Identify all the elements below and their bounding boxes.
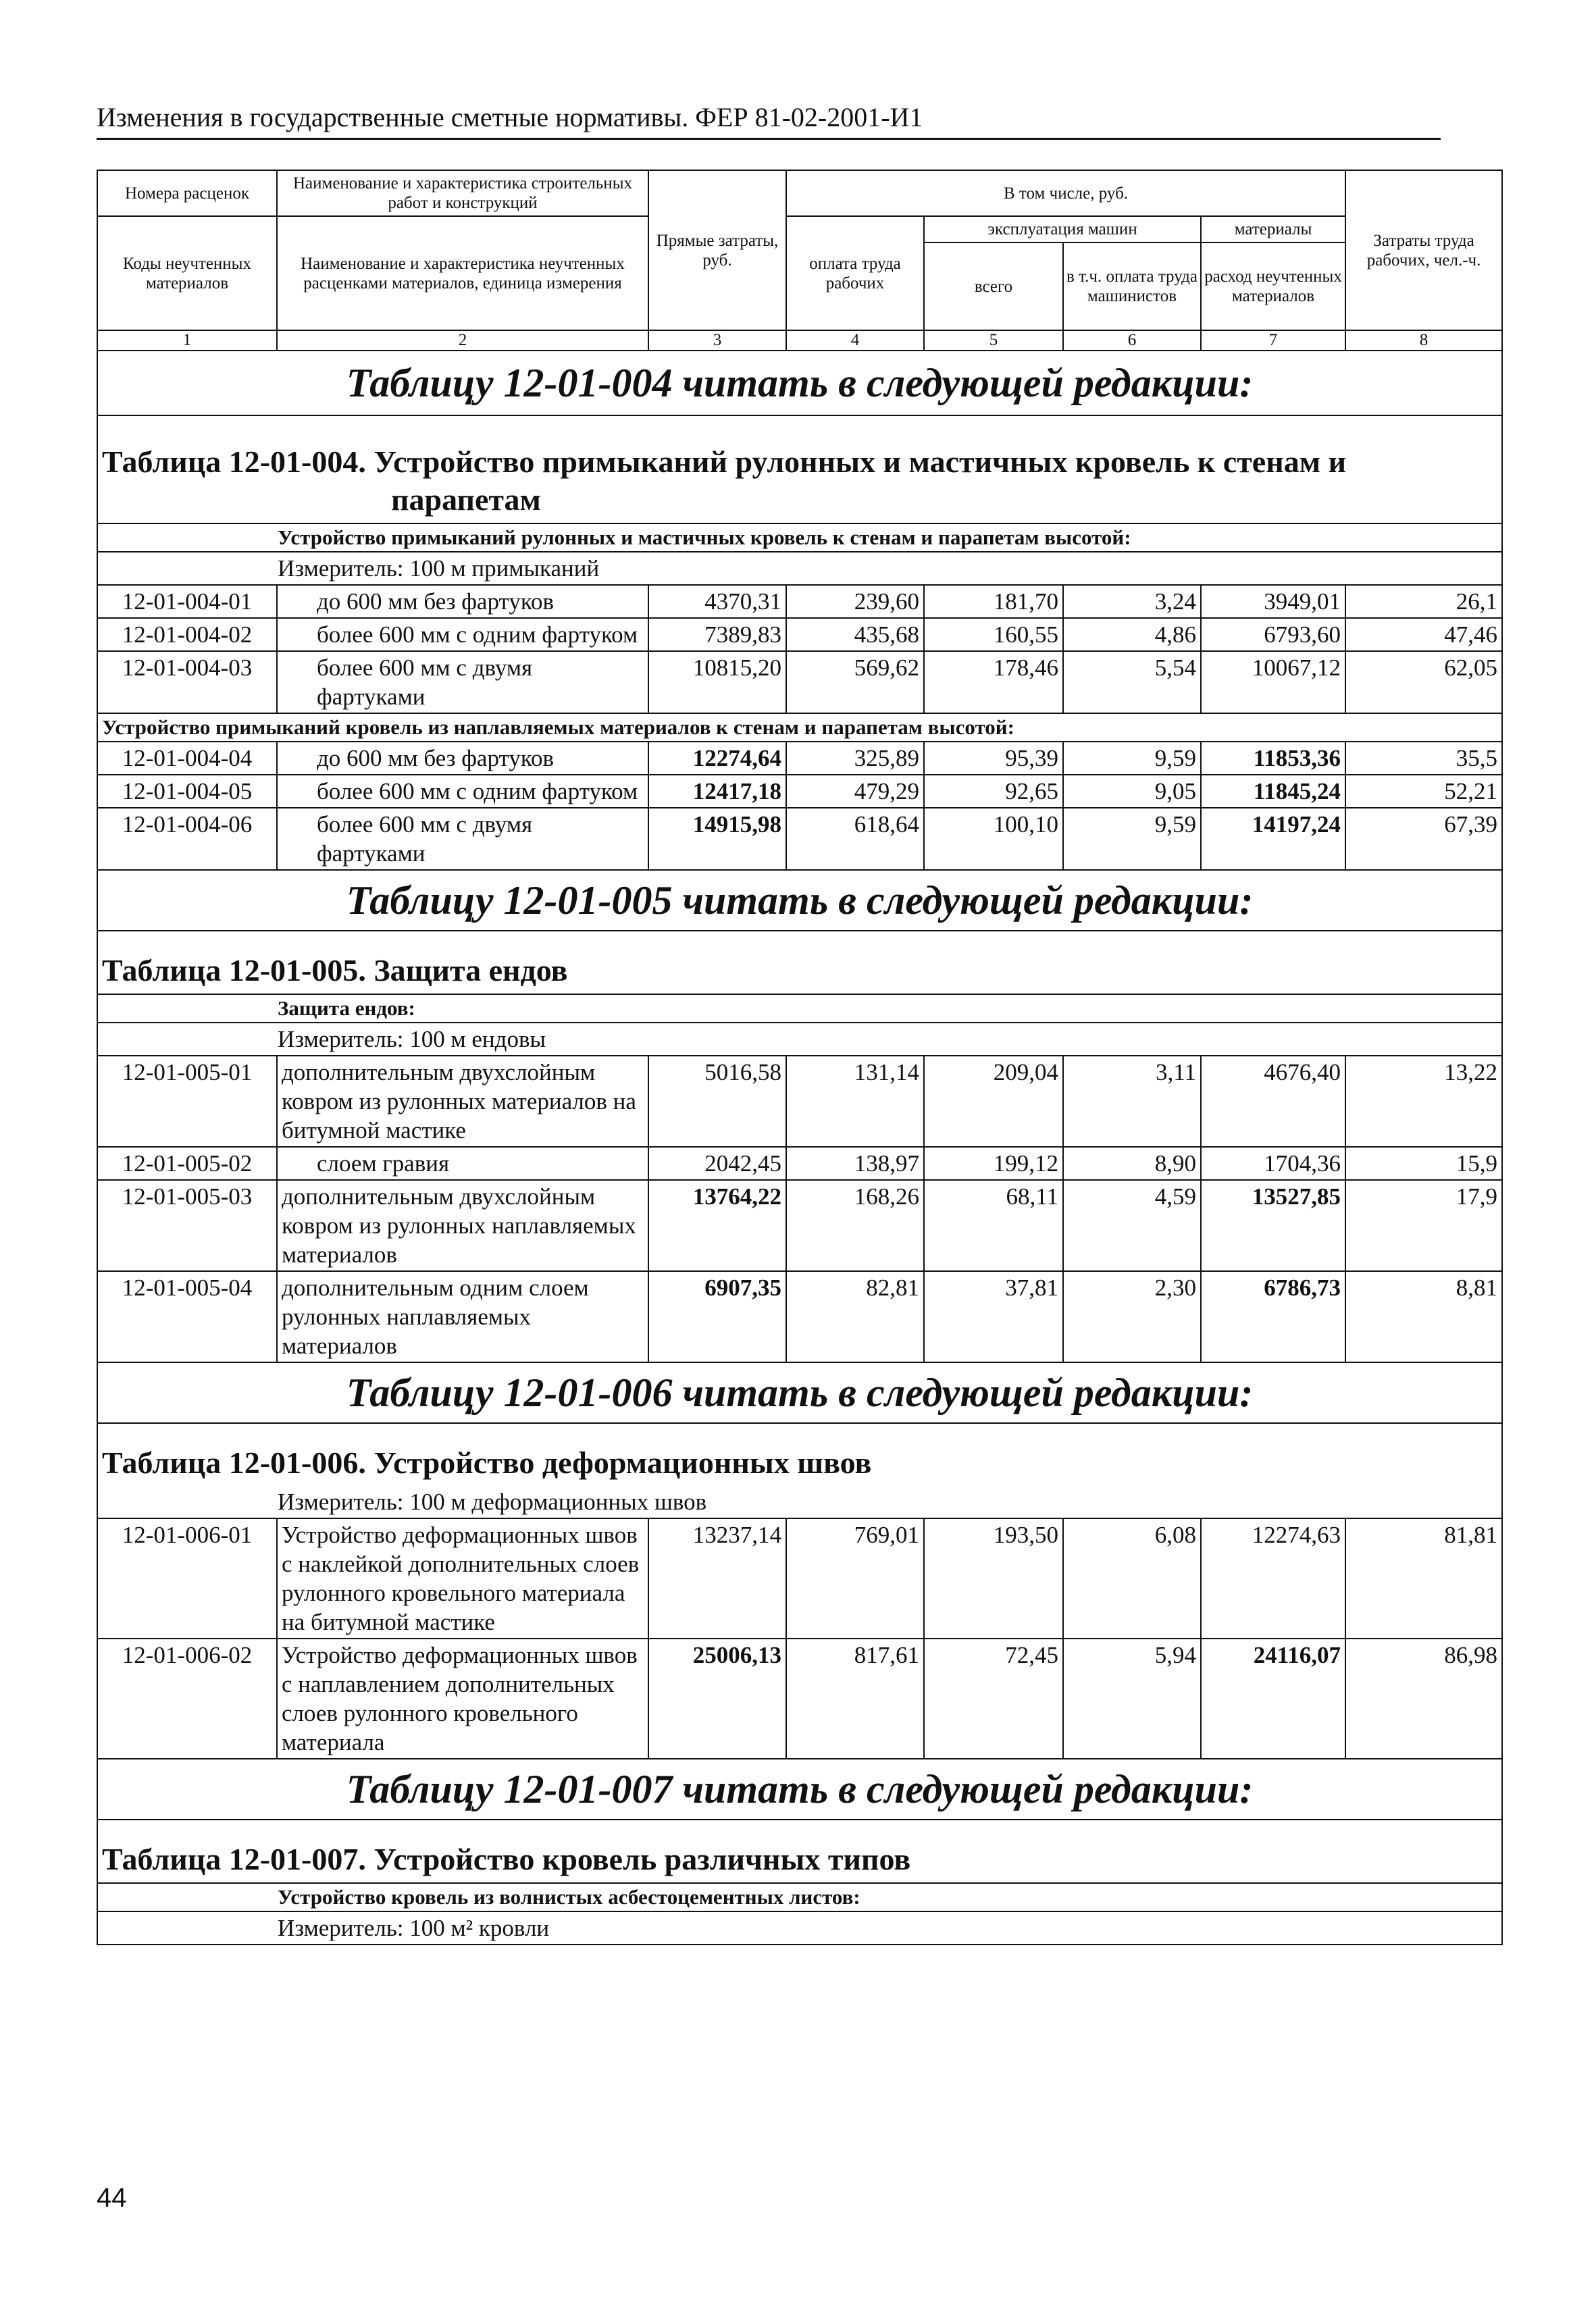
labor-hours: 26,1 [1345,585,1502,618]
rate-code: 12-01-005-03 [97,1180,277,1271]
workers-wages: 325,89 [786,742,924,775]
rate-description: более 600 мм с одним фартуком [277,775,648,808]
hdr-machines-total: всего [924,242,1063,330]
table-row [97,1639,1502,1759]
table-row [97,651,1502,713]
labor-hours: 17,9 [1345,1180,1502,1271]
hdr-labor: Затраты труда рабочих, чел.-ч. [1345,170,1502,330]
machines-total: 160,55 [924,618,1063,651]
materials: 12274,63 [1201,1518,1345,1639]
rate-description: Устройство деформационных швов с наплавлением дополнительных слоев рулонного кровельного материала [277,1639,648,1759]
workers-wages: 239,60 [786,585,924,618]
machinists-wages: 9,59 [1063,742,1201,775]
machines-total: 100,10 [924,808,1063,870]
materials: 24116,07 [1201,1639,1345,1759]
labor-hours: 52,21 [1345,775,1502,808]
table-title [97,415,1502,523]
hdr-name-top: Наименование и характеристика строительных работ и конструкций [277,170,648,216]
labor-hours: 47,46 [1345,618,1502,651]
materials: 4676,40 [1201,1056,1345,1147]
hdr-wages: оплата труда рабочих [786,216,924,330]
machinists-wages: 2,30 [1063,1271,1201,1362]
direct-costs: 4370,31 [648,585,786,618]
measurement-unit: Измеритель: 100 м² кровли [97,1911,1502,1945]
table-row [97,775,1502,808]
workers-wages: 168,26 [786,1180,924,1271]
workers-wages: 569,62 [786,651,924,713]
table-title: Таблица 12-01-006. Устройство деформационных швов [97,1423,1502,1486]
section-notice: Таблицу 12-01-006 читать в следующей редакции: [97,1362,1502,1423]
rate-description: более 600 мм с одним фартуком [277,618,648,651]
direct-costs: 12274,64 [648,742,786,775]
table-title-line: парапетам [391,482,541,517]
direct-costs: 12417,18 [648,775,786,808]
workers-wages: 769,01 [786,1518,924,1639]
workers-wages: 138,97 [786,1147,924,1180]
table-row [97,742,1502,775]
table-row [97,618,1502,651]
direct-costs: 14915,98 [648,808,786,870]
direct-costs: 7389,83 [648,618,786,651]
materials: 14197,24 [1201,808,1345,870]
labor-hours: 15,9 [1345,1147,1502,1180]
rate-description: более 600 мм с двумя фартуками [277,651,648,713]
machinists-wages: 9,05 [1063,775,1201,808]
hdr-materials-consumption: расход неучтенных материалов [1201,242,1345,330]
machines-total: 72,45 [924,1639,1063,1759]
subsection-heading: Устройство примыканий кровель из наплавляемых материалов к стенам и парапетам высотой: [97,713,1502,742]
materials: 10067,12 [1201,651,1345,713]
col-number: 3 [648,330,786,351]
machinists-wages: 8,90 [1063,1147,1201,1180]
rate-code: 12-01-005-01 [97,1056,277,1147]
materials: 6793,60 [1201,618,1345,651]
machinists-wages: 5,54 [1063,651,1201,713]
machines-total: 193,50 [924,1518,1063,1639]
rate-description: более 600 мм с двумя фартуками [277,808,648,870]
col-number: 2 [277,330,648,351]
rate-description: Устройство деформационных швов с наклейкой дополнительных слоев рулонного кровельного материала на битумной мастике [277,1518,648,1639]
rate-code: 12-01-004-05 [97,775,277,808]
subsection-heading: Устройство кровель из волнистых асбестоцементных листов: [97,1883,1502,1911]
materials: 1704,36 [1201,1147,1345,1180]
rate-code: 12-01-004-06 [97,808,277,870]
rate-description: дополнительным двухслойным ковром из рулонных наплавляемых материалов [277,1180,648,1271]
hdr-including: В том числе, руб. [786,170,1345,216]
labor-hours: 8,81 [1345,1271,1502,1362]
labor-hours: 13,22 [1345,1056,1502,1147]
measurement-unit: Измеритель: 100 м ендовы [97,1023,1502,1056]
machinists-wages: 9,59 [1063,808,1201,870]
table-row [97,1518,1502,1639]
materials: 3949,01 [1201,585,1345,618]
col-number: 1 [97,330,277,351]
labor-hours: 62,05 [1345,651,1502,713]
section-notice: Таблицу 12-01-004 читать в следующей редакции: [97,351,1502,415]
hdr-machines: эксплуатация машин [924,216,1201,242]
page-number: 44 [97,2183,127,2213]
labor-hours: 67,39 [1345,808,1502,870]
machines-total: 178,46 [924,651,1063,713]
machines-total: 209,04 [924,1056,1063,1147]
rate-code: 12-01-005-04 [97,1271,277,1362]
col-number: 5 [924,330,1063,351]
table-row [97,585,1502,618]
hdr-codes-bottom: Коды неучтенных материалов [97,216,277,330]
hdr-direct-costs: Прямые затраты, руб. [648,170,786,330]
machines-total: 181,70 [924,585,1063,618]
materials: 6786,73 [1201,1271,1345,1362]
hdr-materials: материалы [1201,216,1345,242]
machinists-wages: 3,11 [1063,1056,1201,1147]
section-notice: Таблицу 12-01-007 читать в следующей редакции: [97,1759,1502,1820]
machines-total: 68,11 [924,1180,1063,1271]
rate-code: 12-01-005-02 [97,1147,277,1180]
workers-wages: 131,14 [786,1056,924,1147]
rate-code: 12-01-004-02 [97,618,277,651]
direct-costs: 13764,22 [648,1180,786,1271]
labor-hours: 86,98 [1345,1639,1502,1759]
direct-costs: 6907,35 [648,1271,786,1362]
machines-total: 199,12 [924,1147,1063,1180]
workers-wages: 435,68 [786,618,924,651]
table-title: Таблица 12-01-005. Защита ендов [97,931,1502,994]
table-title: Таблица 12-01-007. Устройство кровель различных типов [97,1820,1502,1883]
machines-total: 37,81 [924,1271,1063,1362]
table-row [97,1056,1502,1147]
rate-code: 12-01-004-04 [97,742,277,775]
direct-costs: 5016,58 [648,1056,786,1147]
machinists-wages: 4,59 [1063,1180,1201,1271]
direct-costs: 2042,45 [648,1147,786,1180]
table-row [97,1180,1502,1271]
rate-code: 12-01-004-01 [97,585,277,618]
machinists-wages: 3,24 [1063,585,1201,618]
rate-description: дополнительным одним слоем рулонных наплавляемых материалов [277,1271,648,1362]
rate-code: 12-01-006-01 [97,1518,277,1639]
col-number: 4 [786,330,924,351]
materials: 11845,24 [1201,775,1345,808]
measurement-unit: Измеритель: 100 м деформационных швов [97,1486,1502,1518]
table-row [97,1271,1502,1362]
measurement-unit: Измеритель: 100 м примыканий [97,552,1502,585]
norms-table [97,170,1503,1945]
workers-wages: 479,29 [786,775,924,808]
table-title-line: Таблица 12-01-004. Устройство примыканий рулонных и мастичных кровель к стенам и [102,444,1347,479]
col-number: 8 [1345,330,1502,351]
materials: 13527,85 [1201,1180,1345,1271]
rate-code: 12-01-004-03 [97,651,277,713]
section-notice: Таблицу 12-01-005 читать в следующей редакции: [97,870,1502,931]
table-row [97,1147,1502,1180]
rate-code: 12-01-006-02 [97,1639,277,1759]
direct-costs: 13237,14 [648,1518,786,1639]
hdr-name-bottom: Наименование и характеристика неучтенных расценками материалов, единица измерения [277,216,648,330]
subsection-heading: Устройство примыканий рулонных и мастичных кровель к стенам и парапетам высотой: [97,523,1502,552]
machinists-wages: 6,08 [1063,1518,1201,1639]
rate-description: дополнительным двухслойным ковром из рулонных материалов на битумной мастике [277,1056,648,1147]
col-number: 6 [1063,330,1201,351]
materials: 11853,36 [1201,742,1345,775]
workers-wages: 817,61 [786,1639,924,1759]
direct-costs: 10815,20 [648,651,786,713]
rate-description: до 600 мм без фартуков [277,742,648,775]
hdr-codes-top: Номера расценок [97,170,277,216]
col-number: 7 [1201,330,1345,351]
rate-description: слоем гравия [277,1147,648,1180]
machinists-wages: 5,94 [1063,1639,1201,1759]
machinists-wages: 4,86 [1063,618,1201,651]
rate-description: до 600 мм без фартуков [277,585,648,618]
page-header: Изменения в государственные сметные нормативы. ФЕР 81-02-2001-И1 [97,100,1441,140]
table-row [97,808,1502,870]
machines-total: 92,65 [924,775,1063,808]
direct-costs: 25006,13 [648,1639,786,1759]
hdr-machinists-wages: в т.ч. оплата труда машинистов [1063,242,1201,330]
machines-total: 95,39 [924,742,1063,775]
labor-hours: 35,5 [1345,742,1502,775]
subsection-heading: Защита ендов: [97,994,1502,1023]
labor-hours: 81,81 [1345,1518,1502,1639]
workers-wages: 82,81 [786,1271,924,1362]
workers-wages: 618,64 [786,808,924,870]
